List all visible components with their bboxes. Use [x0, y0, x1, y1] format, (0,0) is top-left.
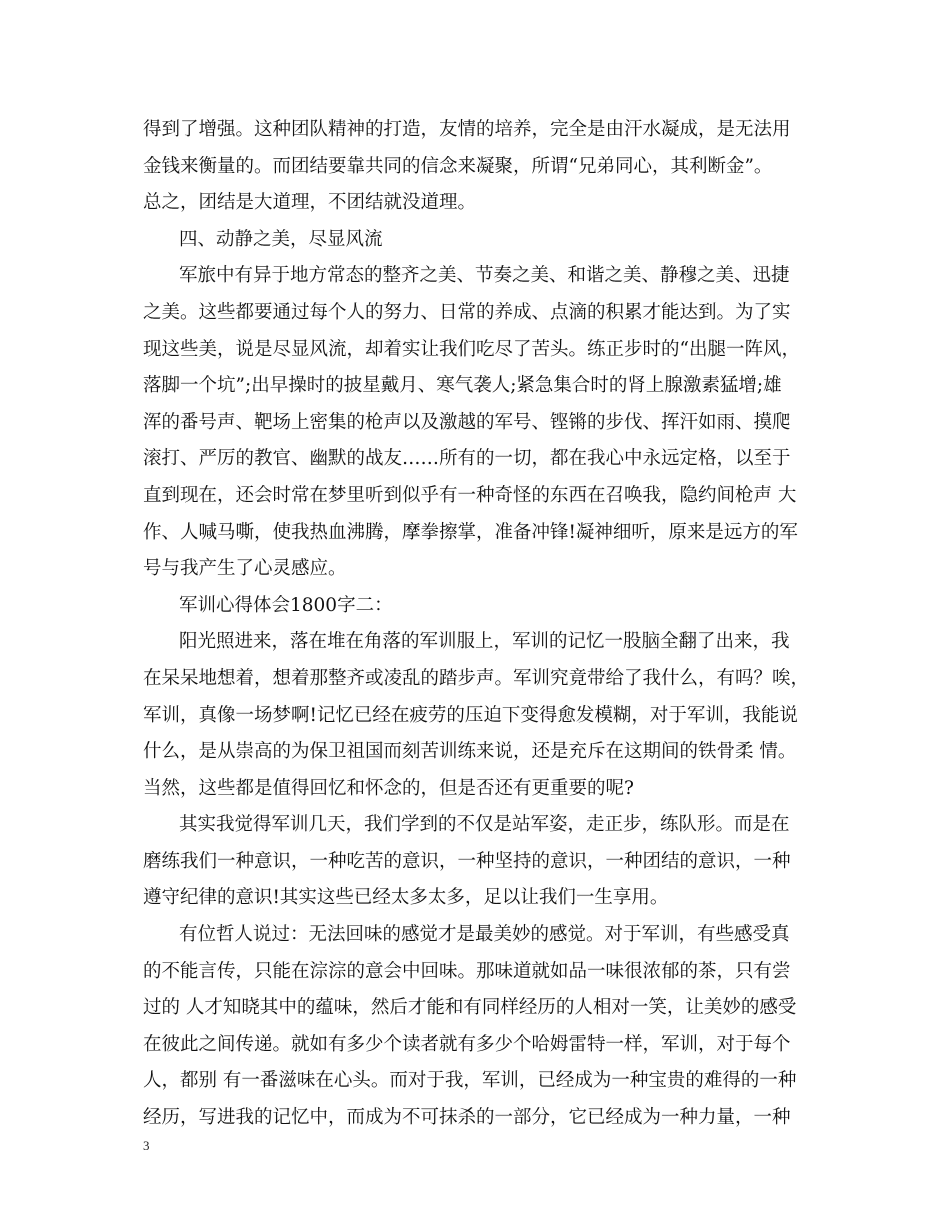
text-line: 军旅中有异于地方常态的整齐之美、节奏之美、和谐之美、静穆之美、迅捷	[179, 265, 790, 287]
text-line: 的不能言传，只能在淙淙的意会中回味。那味道就如品一味很浓郁的茶，只有尝	[143, 960, 791, 982]
text-line: 号与我产生了心灵感应。	[143, 558, 347, 580]
text-line: 过的 人才知晓其中的蕴味，然后才能和有同样经历的人相对一笑，让美妙的感受	[143, 997, 797, 1019]
text-line: 磨练我们一种意识，一种吃苦的意识，一种坚持的意识，一种团结的意识，一种	[143, 850, 791, 872]
text-line: 作、人喊马嘶，使我热血沸腾，摩拳擦掌，准备冲锋!凝神细听，原来是远方的军	[143, 521, 798, 543]
text-line: 落脚一个坑”;出早操时的披星戴月、寒气袭人;紧急集合时的肾上腺激素猛增;雄	[143, 375, 782, 397]
text-line: 在彼此之间传递。就如有多少个读者就有多少个哈姆雷特一样，军训，对于每个	[143, 1033, 791, 1055]
text-line: 之美。这些都要通过每个人的努力、日常的养成、点滴的积累才能达到。为了实	[143, 301, 791, 323]
section-heading: 军训心得体会1800字二：	[179, 594, 393, 616]
text-line: 人，都别 有一番滋味在心头。而对于我，军训，已经成为一种宝贵的难得的一种	[143, 1070, 797, 1092]
text-line: 当然，这些都是值得回忆和怀念的，但是否还有更重要的呢?	[143, 777, 634, 799]
text-line: 总之，团结是大道理，不团结就没道理。	[143, 192, 477, 214]
text-line: 金钱来衡量的。而团结要靠共同的信念来凝聚，所谓“兄弟同心，其利断金”。	[143, 155, 773, 177]
text-line: 得到了增强。这种团队精神的打造，友情的培养，完全是由汗水凝成，是无法用	[143, 119, 791, 140]
text-line: 现这些美，说是尽显风流，却着实让我们吃尽了苦头。练正步时的“出腿一阵风，	[143, 338, 800, 360]
text-line: 直到现在，还会时常在梦里听到似乎有一种奇怪的东西在召唤我，隐约间枪声 大	[143, 484, 797, 506]
text-line: 有位哲人说过：无法回味的感觉才是最美妙的感觉。对于军训，有些感受真	[179, 924, 790, 946]
text-line: 浑的番号声、靶场上密集的枪声以及激越的军号、铿锵的步伐、挥汗如雨、摸爬	[143, 411, 791, 433]
page-number: 3	[143, 1138, 150, 1153]
text-line: 什么，是从崇高的为保卫祖国而刻苦训练来说，还是充斥在这期间的铁骨柔 情。	[143, 741, 797, 763]
text-line: 遵守纪律的意识!其实这些已经太多太多，足以让我们一生享用。	[143, 887, 669, 909]
text-line: 滚打、严厉的教官、幽默的战友……所有的一切，都在我心中永远定格，以至于	[143, 448, 791, 470]
document-body	[143, 112, 815, 1137]
text-line: 阳光照进来，落在堆在角落的军训服上，军训的记忆一股脑全翻了出来，我	[179, 631, 790, 653]
text-line: 经历，写进我的记忆中，而成为不可抹杀的一部分，它已经成为一种力量，一种	[143, 1107, 791, 1129]
text-line: 其实我觉得军训几天，我们学到的不仅是站军姿，走正步，练队形。而是在	[179, 814, 790, 836]
text-line: 军训，真像一场梦啊!记忆已经在疲劳的压迫下变得愈发模糊，对于军训，我能说	[143, 704, 798, 726]
text-line: 在呆呆地想着，想着那整齐或凌乱的踏步声。军训究竟带给了我什么，有吗？唉，	[143, 667, 810, 689]
section-heading: 四、动静之美，尽显风流	[179, 228, 383, 250]
